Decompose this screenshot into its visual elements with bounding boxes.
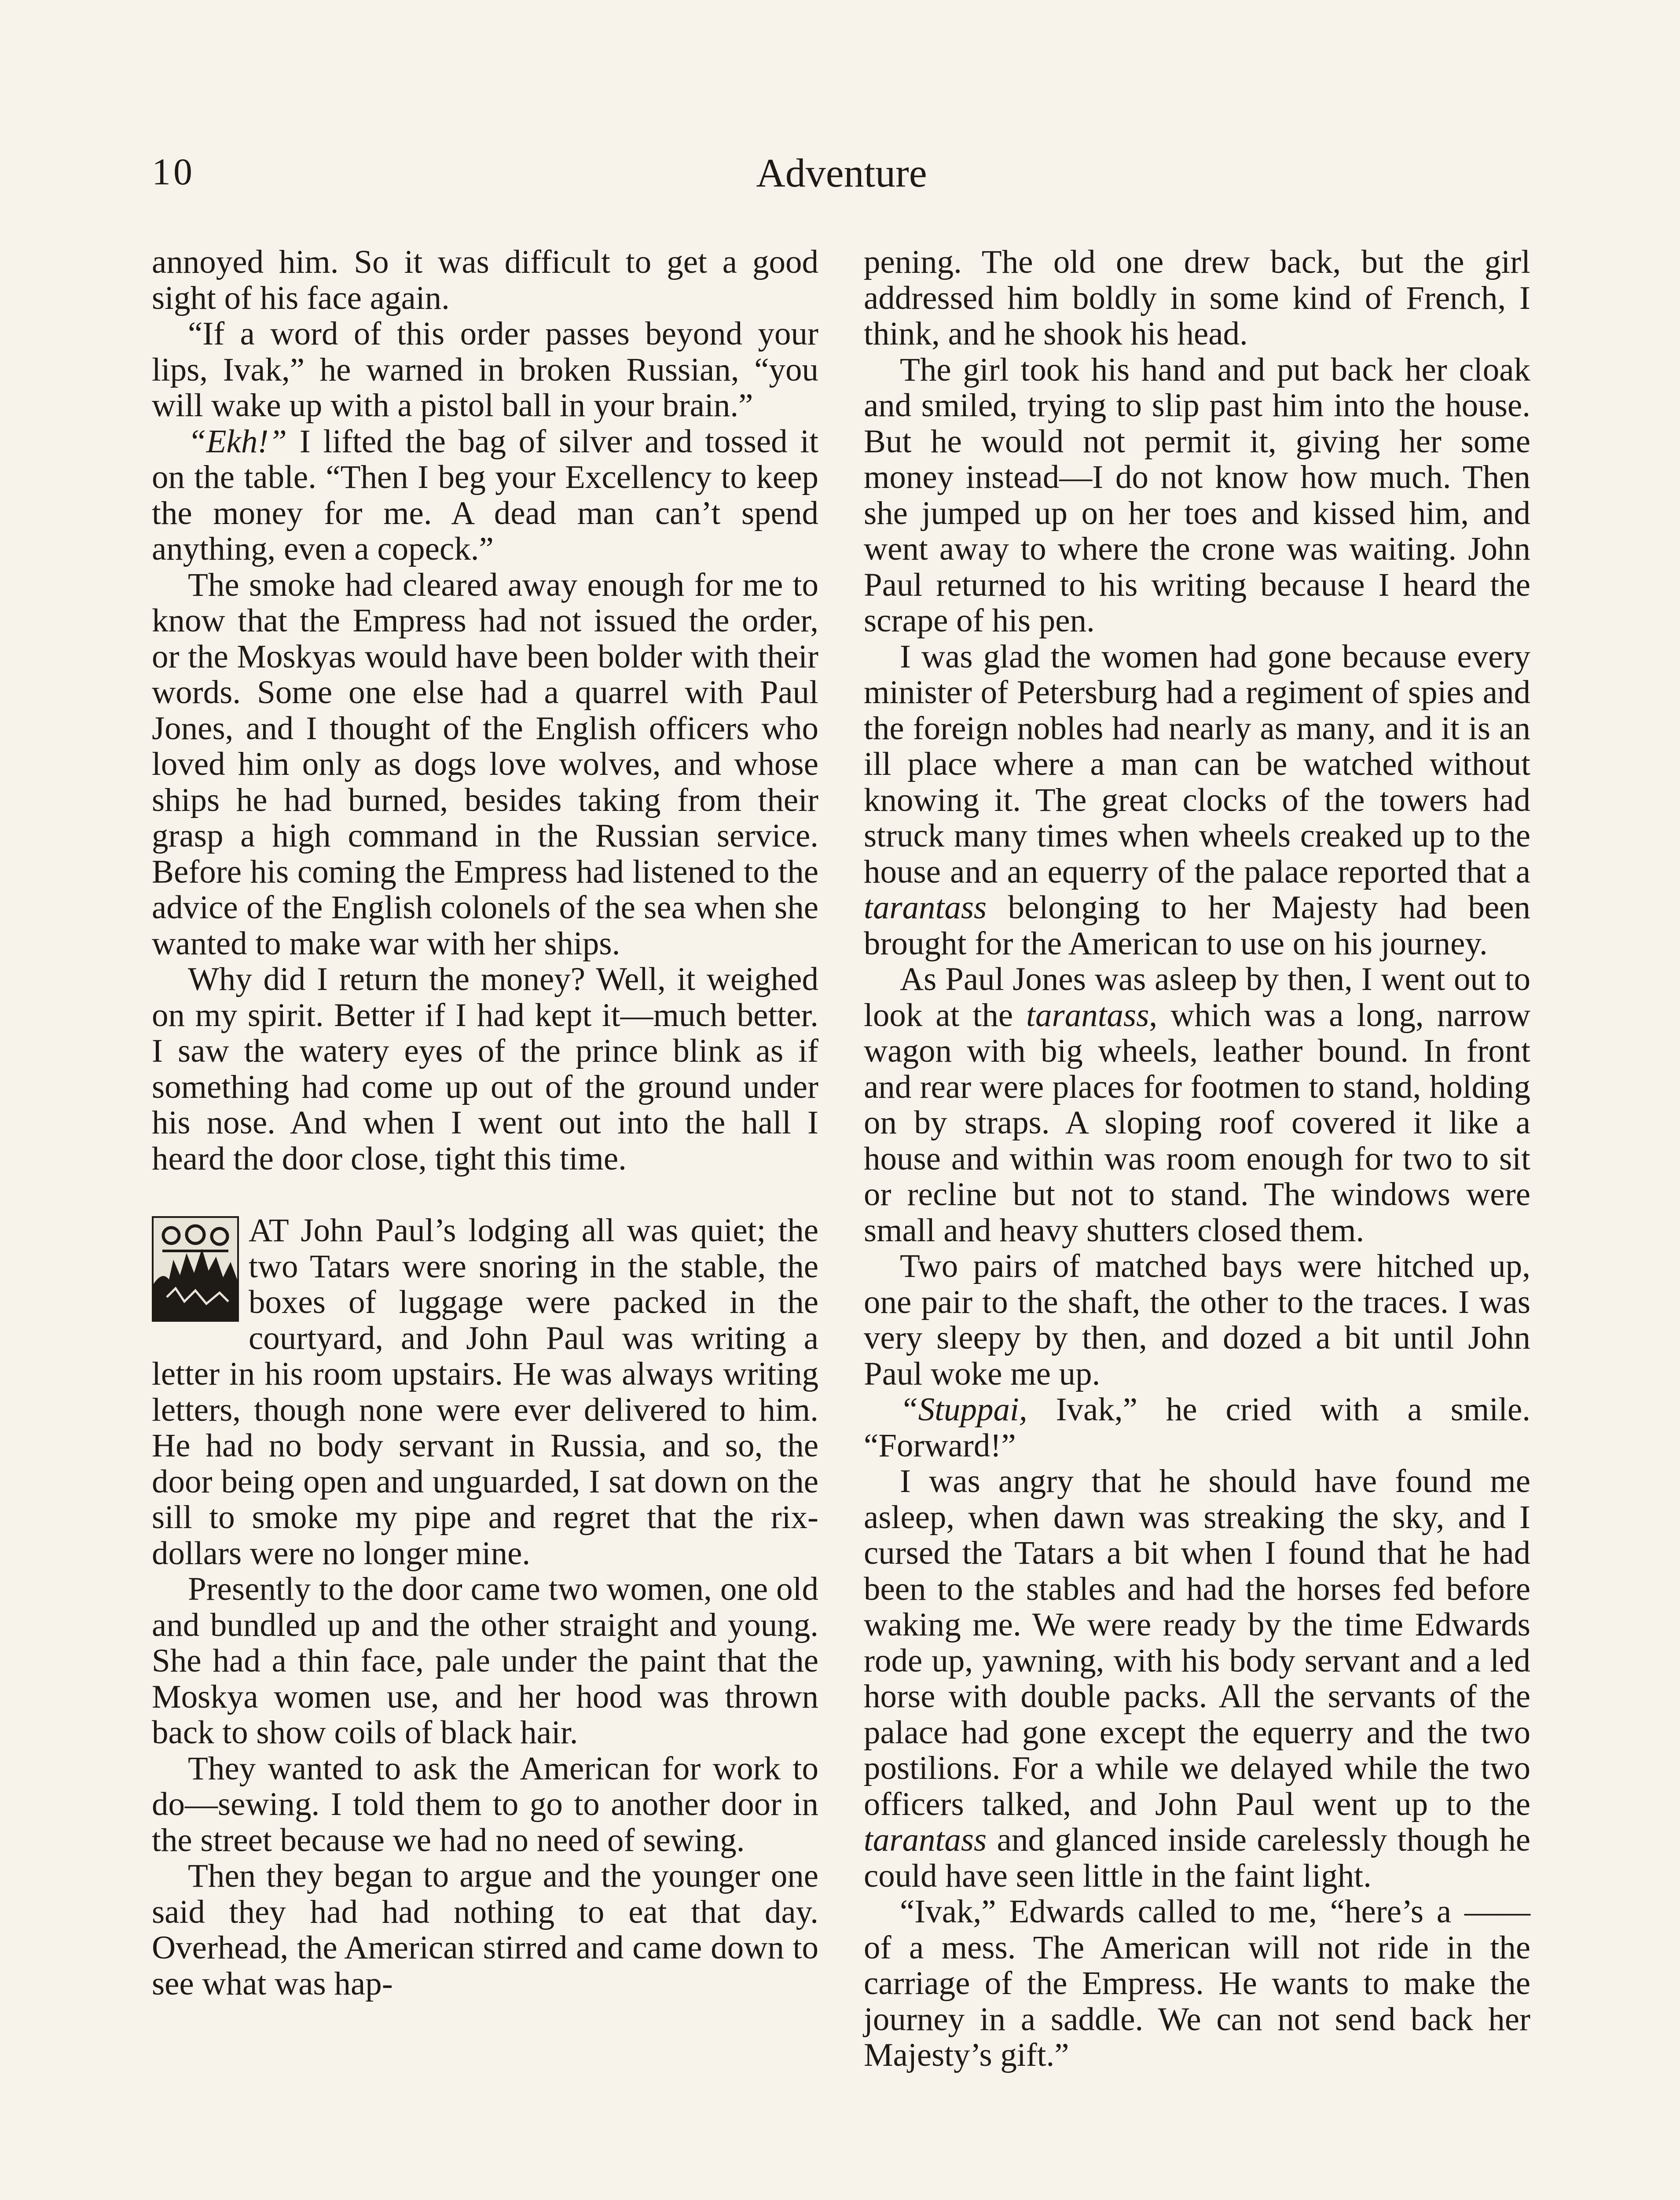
tarantass-italic: tarantass — [1026, 997, 1149, 1034]
stuppai-italic: “Stuppai, — [900, 1391, 1027, 1428]
paragraph: Presently to the door came two women, one old and bundled up and the other straight and young. She had a thin face, pale under the paint that the Moskya women use, and her hood was thrown back to show coils of black hair. — [152, 1571, 818, 1751]
paragraph: “Ekh!” I lifted the bag of silver and tossed it on the table. “Then I beg your Excellency to keep the money for me. A dead man can’t spend anything, even a copeck.” — [152, 423, 819, 567]
paragraph: “If a word of this order passes beyond your lips, Ivak,” he warned in broken Russian, “you will wake up with a pistol ball in your brain.” — [152, 315, 818, 424]
tarantass-italic: tarantass — [864, 889, 987, 926]
paragraph: I was glad the women had gone because every minister of Petersburg had a regiment of spies and the foreign nobles had nearly as many, and it is an ill place where a man can be watched without knowing it. The great clocks of the towers had struck many times when wheels creaked up to the house and an equerry of the palace reported that a tarantass belonging to her Majesty had been brought for the American to use on his journey. — [864, 638, 1531, 962]
tarantass-italic: tarantass — [864, 1822, 987, 1858]
page-header — [152, 150, 1531, 211]
section-break — [152, 1177, 818, 1213]
paragraph: Two pairs of matched bays were hitched up, one pair to the shaft, the other to the traces. I was very sleepy by then, and dozed a bit until John Paul woke me up. — [864, 1248, 1530, 1392]
page-number: 10 — [152, 150, 195, 193]
paragraph: They wanted to ask the American for work to do—sewing. I told them to go to another door in the street because we had no need of sewing. — [152, 1750, 818, 1859]
paragraph: pening. The old one drew back, but the girl addressed him boldly in some kind of French, I think, and he shook his head. — [864, 244, 1530, 352]
paragraph: “Stuppai, Ivak,” he cried with a smile. “Forward!” — [864, 1391, 1530, 1464]
paragraph: The smoke had cleared away enough for me to know that the Empress had not issued the order, or the Moskyas would have been bolder with their words. Some one else had a quarrel with Paul Jones, and I thought of the English officers who loved him only as dogs love wolves, and whose ships he had burned, besides taking from their grasp a high command in the Russian service. Before his coming the Empress had listened to the advice of the English colonels of the sea when she wanted to make war with her ships. — [152, 566, 818, 962]
paragraph: “Ivak,” Edwards called to me, “here’s a —— of a mess. The American will not ride in the carriage of the Empress. He wants to make the journey in a saddle. We can not send back her Majesty’s gift.” — [864, 1893, 1530, 2073]
paragraph: As Paul Jones was asleep by then, I went out to look at the tarantass, which was a long, narrow wagon with big wheels, leather bound. In front and rear were places for footmen to stand, holding on by straps. A sloping roof covered it like a house and within was room enough for two to sit or recline but not to stand. The windows were small and heavy shutters closed them. — [864, 961, 1530, 1249]
ornament-lead-text: AT John Paul’s lodging all was — [249, 1212, 679, 1249]
paragraph: Why did I return the money? Well, it weighed on my spirit. Better if I had kept it—much better. I saw the watery eyes of the prince blink as if something had come up out of the ground under his nose. And when I went out into the hall I heard the door close, tight this time. — [152, 961, 818, 1177]
running-title: Adventure — [756, 150, 927, 195]
right-column — [864, 244, 1530, 2073]
left-column — [152, 244, 818, 2002]
paragraph: annoyed him. So it was difficult to get a good sight of his face again. — [152, 244, 818, 316]
paragraph: I was angry that he should have found me asleep, when dawn was streaking the sky, and I cursed the Tatars a bit when I found that he had been to the stables and had the horses fed before waking me. We were ready by the time Edwards rode up, yawning, with his body servant and a led horse with double packs. All the servants of the palace had gone except the equerry and the two postilions. For a while we delayed while the two officers talked, and John Paul went up to the tarantass and glanced inside carelessly though he could have seen little in the faint light. — [864, 1463, 1531, 1894]
paragraph: Then they began to argue and the younger one said they had had nothing to eat that day. Overhead, the American stirred and came down to see what was hap- — [152, 1858, 818, 2002]
paragraph: The girl took his hand and put back her cloak and smiled, trying to slip past him into the house. But he would not permit it, giving her some money instead—I do not know how much. Then she jumped up on her toes and kissed him, and went away to where the crone was waiting. John Paul returned to his writing because I heard the scrape of his pen. — [864, 351, 1530, 639]
paragraph-with-ornament: AT John Paul’s lodging all was quiet; the two Tatars were snoring in the stable, the boxes of luggage were packed in the courtyard, and John Paul was writing a letter in his room upstairs. He was always writing letters, though none were ever delivered to him. He had no body servant in Russia, and so, the door being open and unguarded, I sat down on the sill to smoke my pipe and regret that the rix-dollars were no longer mine. — [152, 1212, 818, 1572]
ekh-exclamation: “Ekh!” — [188, 423, 287, 460]
ornamental-initial-icon — [152, 1216, 239, 1322]
